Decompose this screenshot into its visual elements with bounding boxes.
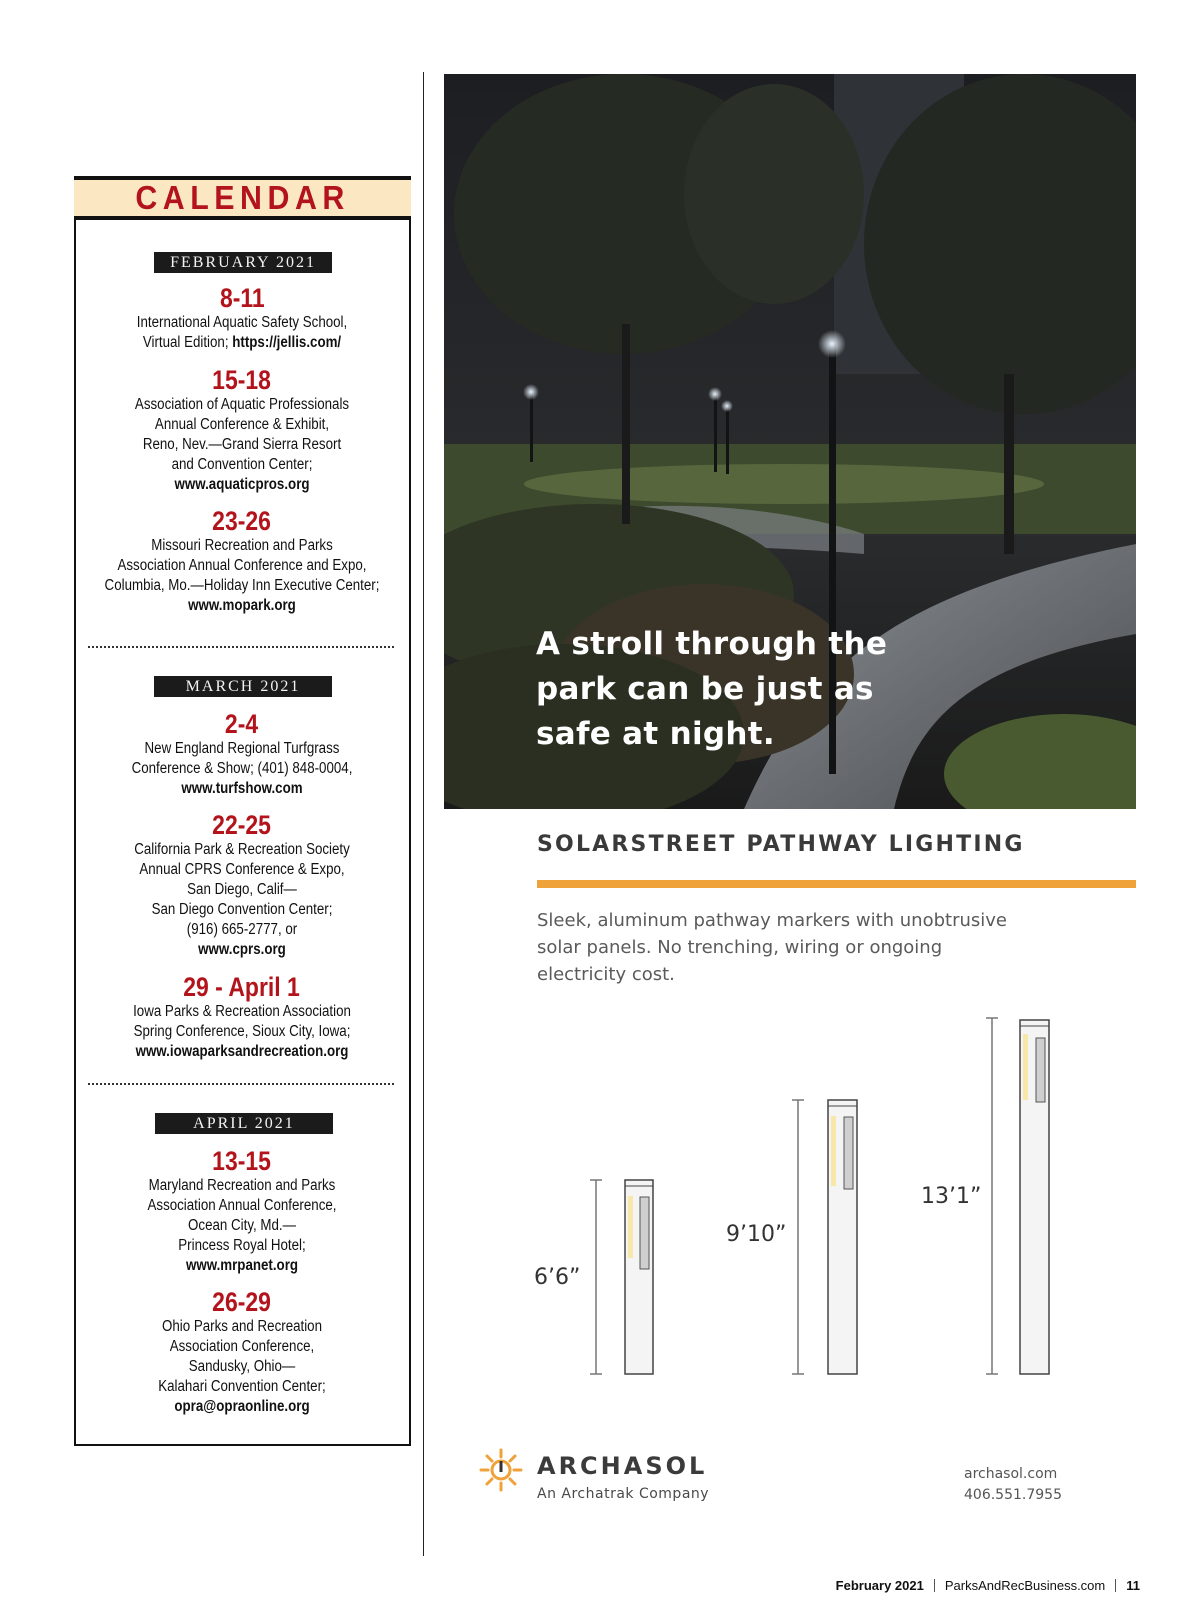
event-line: San Diego, Calif— xyxy=(187,881,297,898)
event-date: 8-11 xyxy=(219,283,265,313)
event-line: Columbia, Mo.—Holiday Inn Executive Center; xyxy=(104,577,380,594)
contact-info xyxy=(964,1464,1062,1506)
accent-rule xyxy=(537,880,1136,888)
event-link[interactable]: https://jellis.com/ xyxy=(232,334,342,351)
height-label-tall: 13’1” xyxy=(921,1184,982,1209)
event-date: 15-18 xyxy=(212,365,272,395)
calendar-header xyxy=(74,176,411,220)
event-link[interactable]: www.iowaparksandrecreation.org xyxy=(135,1043,349,1060)
calendar-event xyxy=(84,709,400,799)
description-line: electricity cost. xyxy=(537,964,675,985)
event-line: (916) 665-2777, or xyxy=(186,921,298,938)
event-line: Spring Conference, Sioux City, Iowa; xyxy=(133,1023,351,1040)
month-label-april: APRIL 2021 xyxy=(155,1113,333,1134)
calendar-event xyxy=(84,1287,400,1417)
event-date: 13-15 xyxy=(212,1146,272,1176)
calendar-event xyxy=(84,365,400,495)
marker-medium xyxy=(828,1100,857,1374)
headline-line: safe at night. xyxy=(536,716,775,752)
event-line: California Park & Recreation Society xyxy=(134,841,350,858)
event-date: 2-4 xyxy=(225,709,259,739)
brand-name: ARCHASOL xyxy=(537,1452,708,1480)
event-line: Kalahari Convention Center; xyxy=(158,1378,326,1395)
description-line: solar panels. No trenching, wiring or ongoing xyxy=(537,937,943,958)
event-line: Princess Royal Hotel; xyxy=(178,1237,306,1254)
month-label-march: MARCH 2021 xyxy=(154,676,332,697)
event-link[interactable]: www.mrpanet.org xyxy=(185,1257,299,1274)
marker-short xyxy=(625,1180,653,1374)
column-rule xyxy=(423,72,424,1556)
event-link[interactable]: www.aquaticpros.org xyxy=(174,476,310,493)
event-line: Ocean City, Md.— xyxy=(188,1217,296,1234)
event-line: Sandusky, Ohio— xyxy=(188,1358,296,1375)
footer-issue: February 2021 xyxy=(835,1578,924,1593)
event-line: Ohio Parks and Recreation xyxy=(161,1318,323,1335)
page-footer xyxy=(836,1578,1140,1593)
footer-separator xyxy=(1115,1579,1116,1592)
event-line: Missouri Recreation and Parks xyxy=(151,537,333,554)
event-line: Association Annual Conference, xyxy=(147,1197,337,1214)
event-line: Association Conference, xyxy=(169,1338,315,1355)
event-line: Association of Aquatic Professionals xyxy=(134,396,350,413)
product-title: SOLARSTREET PATHWAY LIGHTING xyxy=(537,832,1025,857)
event-line: New England Regional Turfgrass xyxy=(144,740,340,757)
event-date: 26-29 xyxy=(212,1287,272,1317)
event-line: Annual CPRS Conference & Expo, xyxy=(139,861,345,878)
event-link[interactable]: www.turfshow.com xyxy=(181,780,303,797)
height-label-short: 6’6” xyxy=(534,1265,581,1290)
sun-icon xyxy=(478,1447,524,1493)
description-line: Sleek, aluminum pathway markers with unobtrusive xyxy=(537,910,1007,931)
event-date: 29 - April 1 xyxy=(183,972,301,1002)
marker-tall xyxy=(1020,1020,1049,1374)
brand-tagline: An Archatrak Company xyxy=(537,1486,710,1502)
event-line: and Convention Center; xyxy=(171,456,313,473)
event-link[interactable]: www.cprs.org xyxy=(198,941,286,958)
section-divider xyxy=(88,1083,394,1085)
calendar-title: CALENDAR xyxy=(135,179,350,216)
calendar-event xyxy=(84,1146,400,1276)
month-label-february: FEBRUARY 2021 xyxy=(154,252,332,273)
height-label-medium: 9’10” xyxy=(726,1222,787,1247)
product-description xyxy=(537,907,1057,988)
calendar-event xyxy=(84,972,400,1062)
ad-headline xyxy=(536,622,956,757)
section-divider xyxy=(88,646,394,648)
headline-line: park can be just as xyxy=(536,671,874,707)
event-line: Reno, Nev.—Grand Sierra Resort xyxy=(142,436,342,453)
event-link[interactable]: opra@opraonline.org xyxy=(174,1398,310,1415)
event-line: Association Annual Conference and Expo, xyxy=(117,557,367,574)
event-date: 22-25 xyxy=(212,810,272,840)
headline-line: A stroll through the xyxy=(536,626,888,662)
calendar-event xyxy=(84,283,400,353)
event-line: Iowa Parks & Recreation Association xyxy=(133,1003,351,1020)
event-line: Virtual Edition; xyxy=(142,334,233,351)
event-date: 23-26 xyxy=(212,506,272,536)
calendar-event xyxy=(84,810,400,960)
event-link[interactable]: www.mopark.org xyxy=(188,597,296,614)
website-link[interactable]: archasol.com xyxy=(964,1466,1058,1482)
footer-site[interactable]: ParksAndRecBusiness.com xyxy=(944,1578,1106,1593)
event-line: Maryland Recreation and Parks xyxy=(148,1177,336,1194)
event-line: International Aquatic Safety School, xyxy=(136,314,348,331)
event-line: Annual Conference & Exhibit, xyxy=(154,416,330,433)
event-line: San Diego Convention Center; xyxy=(151,901,333,918)
phone-number: 406.551.7955 xyxy=(964,1487,1062,1503)
page-number: 11 xyxy=(1126,1578,1140,1593)
calendar-event xyxy=(84,506,400,616)
footer-separator xyxy=(934,1579,935,1592)
event-line: Conference & Show; (401) 848-0004, xyxy=(131,760,353,777)
